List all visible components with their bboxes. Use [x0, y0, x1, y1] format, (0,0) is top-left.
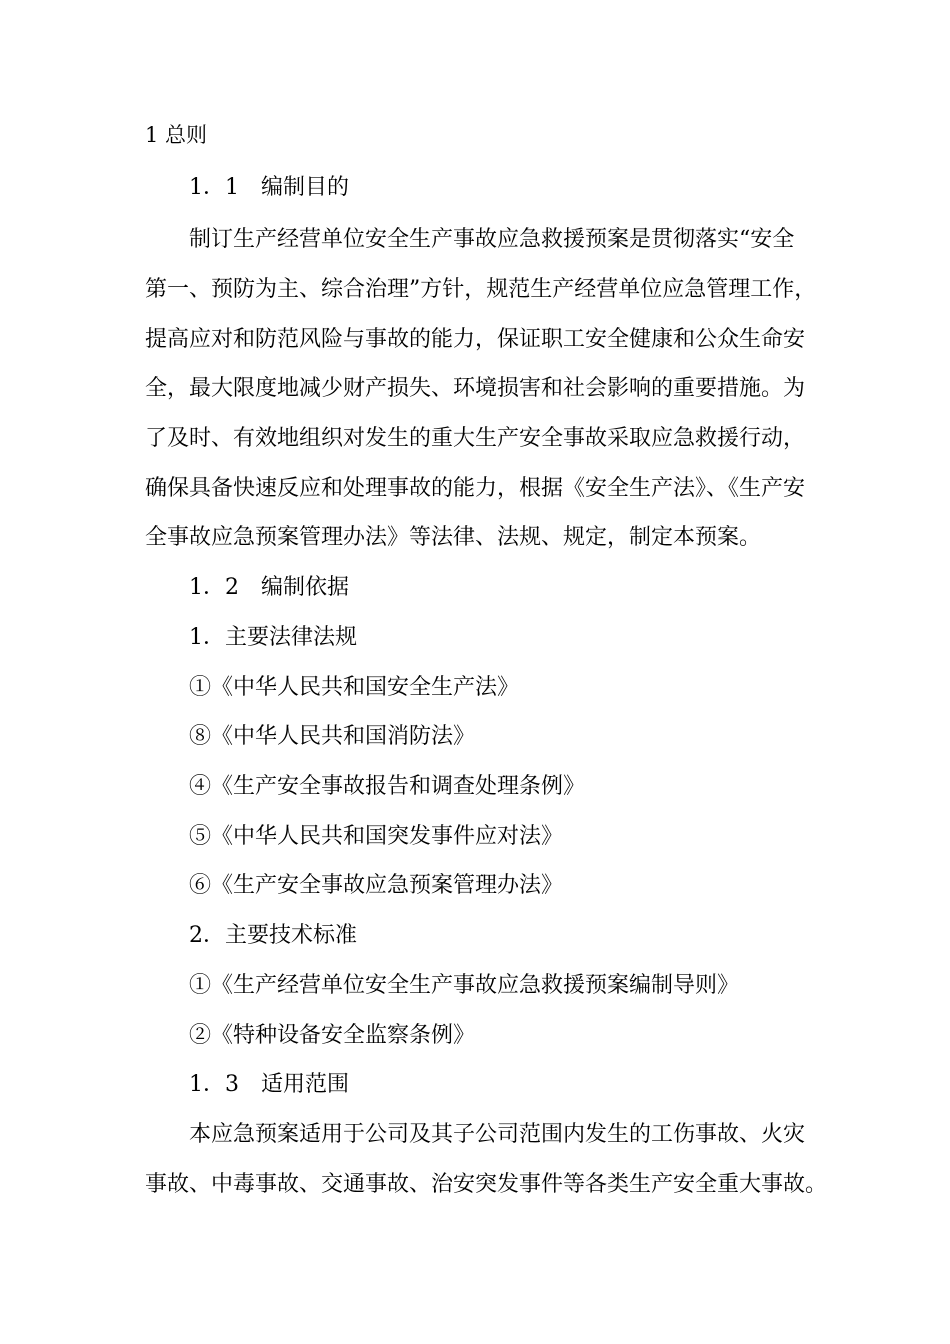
section-title: 1 总则	[145, 123, 208, 147]
law-item: ⑥《生产安全事故应急预案管理办法》	[189, 873, 564, 898]
laws-heading: 1．主要法律法规	[189, 625, 357, 650]
standard-item: ②《特种设备安全监察条例》	[189, 1023, 476, 1048]
purpose-paragraph-line: 了及时、有效地组织对发生的重大生产安全事故采取应急救援行动，	[145, 426, 806, 451]
purpose-paragraph-line: 全事故应急预案管理办法》等法律、法规、规定，制定本预案。	[145, 525, 762, 550]
law-item: ⑤《中华人民共和国突发事件应对法》	[189, 824, 564, 849]
purpose-paragraph-line: 确保具备快速反应和处理事故的能力，根据《安全生产法》、《生产安	[145, 476, 806, 501]
law-item: ④《生产安全事故报告和调查处理条例》	[189, 774, 586, 799]
scope-paragraph-line: 本应急预案适用于公司及其子公司范围内发生的工伤事故、火灾	[189, 1122, 806, 1147]
heading-basis: 1．2 编制依据	[189, 575, 349, 600]
scope-paragraph-line: 事故、中毒事故、交通事故、治安突发事件等各类生产安全重大事故。	[145, 1172, 828, 1197]
standards-heading: 2．主要技术标准	[189, 923, 357, 948]
heading-scope: 1．3 适用范围	[189, 1072, 349, 1097]
law-item: ⑧《中华人民共和国消防法》	[189, 724, 476, 749]
purpose-paragraph-line: 制订生产经营单位安全生产事故应急救援预案是贯彻落实“安全	[189, 227, 795, 252]
purpose-paragraph-line: 提高应对和防范风险与事故的能力，保证职工安全健康和公众生命安	[145, 327, 806, 352]
heading-purpose: 1．1 编制目的	[189, 175, 349, 200]
standard-item: ①《生产经营单位安全生产事故应急救援预案编制导则》	[189, 973, 740, 998]
law-item: ①《中华人民共和国安全生产法》	[189, 675, 520, 700]
purpose-paragraph-line: 全，最大限度地减少财产损失、环境损害和社会影响的重要措施。为	[145, 376, 806, 401]
purpose-paragraph-line: 第一、预防为主、综合治理”方针，规范生产经营单位应急管理工作，	[145, 277, 817, 302]
